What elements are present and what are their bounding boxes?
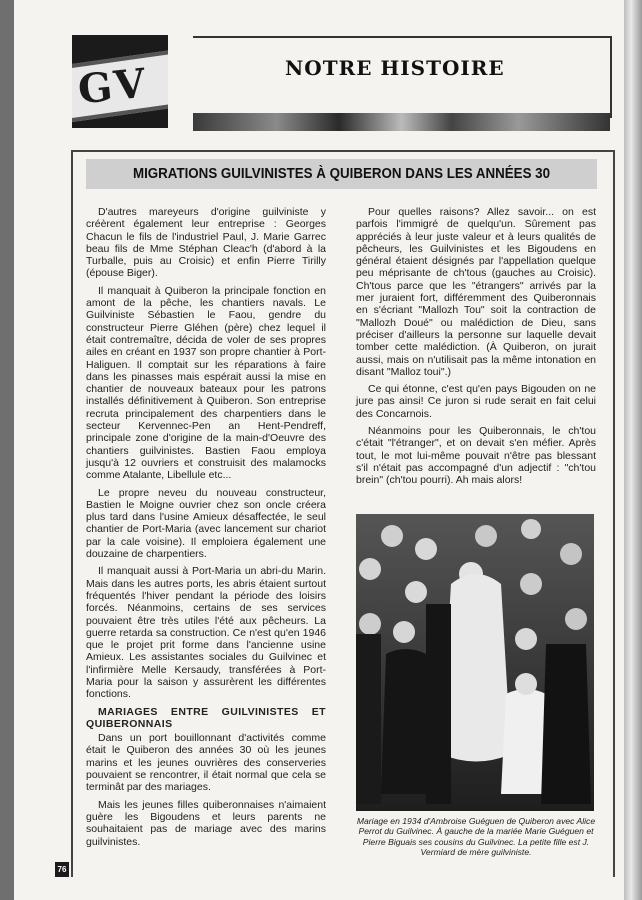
paragraph: Ce qui étonne, c'est qu'en pays Bigouden on ne jure pas ainsi! Ce juron si rude serait en fait celui des Concarnois. [356, 383, 596, 420]
paragraph: D'autres mareyeurs d'origine guilviniste y créèrent également leur entreprise : Georges Chacun le fils de l'industriel Paul, J. Marie Garrec beau fils de Mme Stéphan Cleac'h (d'abord à la Turballe, puis au Croisic) et enfin Pierre Tirilly (épouse Biger). [86, 206, 326, 280]
paragraph: Il manquait à Quiberon la principale fonction en amont de la pêche, les chantiers navals. Le Guilviniste Sébastien le Faou, gendre du constructeur Pierre Gléhen (père) chez lequel il était contremaître, décida de voler de ses propres ailes en créant en 1937 son propre chantier à Port-Haliguen. Il comptait sur les réparations à faire dans les pinasses mais espérait aussi la mise en chantier de nouveaux bateaux pour les patrons installés définitivement à Quiberon. Son entreprise recruta principalement des charpentiers dans le secteur Kervennec-Pen an Hent-Pendreff, principale zone d'origine de la main-d'Oeuvre des chantiers guilvinistes. Bastien Faou employa jusqu'à 12 ouvriers et construisit des malamocks comme Atalante, Libellule etc... [86, 284, 326, 482]
article-column-left [86, 206, 326, 853]
subheading: MARIAGES ENTRE GUILVINISTES ET QUIBERONNAIS [86, 705, 326, 730]
paragraph: Mais les jeunes filles quiberonnaises n'aimaient guère les Bigoudens et leurs parents ne souhaitaient pas de mariage avec des marins guilvinistes. [86, 798, 326, 848]
article-headline: MIGRATIONS GUILVINISTES À QUIBERON DANS LES ANNÉES 30 [132, 166, 551, 182]
paragraph: Dans un port bouillonnant d'activités comme était le Quiberon des années 30 où les jeunes marins et les jeunes ouvrières des conserveries pouvaient se rencontrer, il était normal que cela se terminât par des mariages. [86, 732, 326, 794]
page-edge [624, 0, 642, 900]
paragraph: Il manquait aussi à Port-Maria un abri-du Marin. Mais dans les autres ports, les abris étaient surtout fréquentés l'hiver pendant la période des loisirs forcés. Néanmoins, certains de ses services pouvaient être très utiles l'été aux pêcheurs. La guerre retarda sa construction. Ce n'est qu'en 1946 que le projet prit forme dans l'ancienne usine Amieux. Les assistantes sociales du Guilvinec et l'infirmière Melle Kersaudy, transférées à Port-Maria pour la saison y assurèrent les différentes fonctions. [86, 565, 326, 701]
photo-caption: Mariage en 1934 d'Ambroise Guéguen de Quiberon avec Alice Perrot du Guilvinec. À gauche de la mariée Marie Guéguen et Pierre Biguais ses cousins du Guilvinec. La petite fille est J. Vermiard de mère guilviniste. [356, 816, 596, 858]
paragraph: Pour quelles raisons? Allez savoir... on est parfois l'immigré de quelqu'un. Sûrement pas appréciés à leur juste valeur et à leurs qualités de pêcheurs, les Guilvinistes et les Bigoudens en général étaient désignés par l'appellation quelque peu méprisante de ch'tous (gauches au Croisic). Ch'tous parce que les "étrangers" arrivés par la mer juraient fort, différemment des Quiberonnais en s'écriant "Mallozh Tou" soit la contraction de "Mallozh Doué" ou malédiction de Dieu, sans préciser d'ailleurs la personne sur laquelle devait tomber cette malédiction. (À Quiberon, on jurait aussi, mais on n'utilisait pas la même intonation en disant "Malloz toui".) [356, 206, 596, 378]
wedding-photo-image [356, 514, 594, 811]
harbor-photo-strip [193, 113, 610, 131]
section-title: NOTRE HISTOIRE [285, 56, 505, 80]
logo-text: GV [75, 59, 150, 114]
gv-logo [72, 35, 168, 128]
wedding-photo [356, 514, 594, 811]
page-number: 76 [55, 862, 69, 877]
article-column-right [356, 206, 596, 492]
paragraph: Le propre neveu du nouveau constructeur, Bastien le Moigne ouvrier chez son oncle créera plus tard dans l'usine Amieux désaffectée, le seul chantier de Port-Maria (avec lancement sur chariot par la cale voisine). Il emploiera également une douzaine de charpentiers. [86, 486, 326, 561]
paragraph: Néanmoins pour les Quiberonnais, le ch'tou c'était "l'étranger", et on devait s'en méfier. Après tout, le mot lui-même pouvait n'être pas blessant s'il n'était pas accompagné d'un adjectif : "ch'tou brein" (ch'tou pourri). Ah mais alors! [356, 425, 596, 487]
